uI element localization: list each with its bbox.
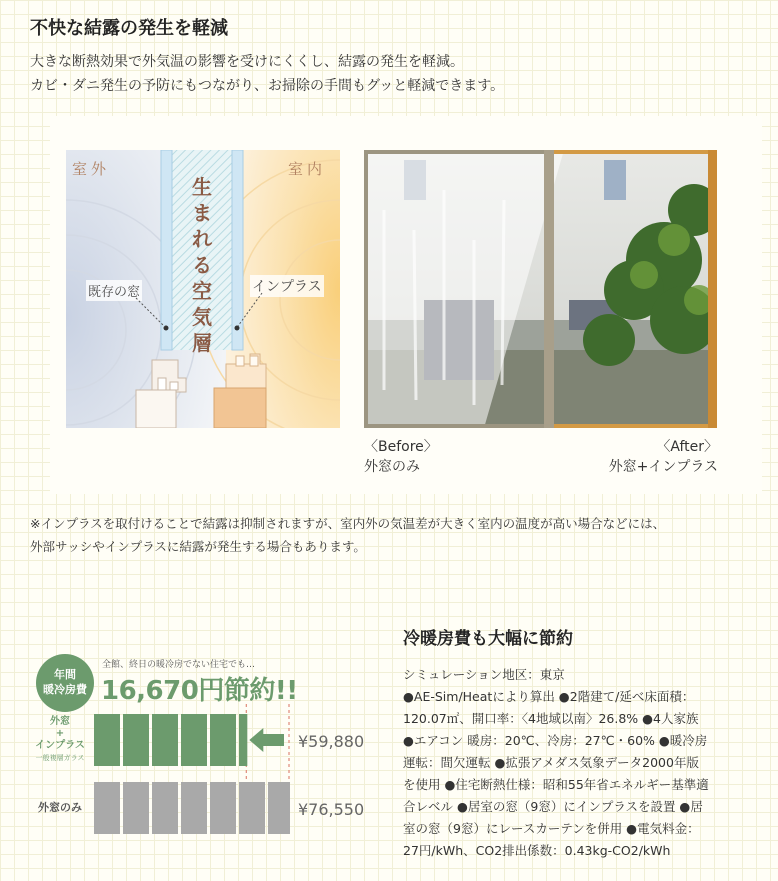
bar-segment — [210, 714, 236, 766]
sim-line: シミュレーション地区：東京 — [403, 667, 565, 682]
bar-label-outer-only: 外窓のみ — [38, 801, 82, 814]
sim-line: 合レベル ●居室の窓（9窓）にインプラスを設置 ●居 — [403, 799, 703, 814]
sim-line: 運転：間欠運転 ●拡張アメダス気象データ2000年版 — [403, 755, 699, 770]
window-cross-section-diagram — [66, 150, 340, 428]
badge-line-1: 年間 — [54, 668, 76, 681]
bar-label-line: インプラス — [35, 740, 85, 751]
bar-segment — [239, 782, 265, 834]
sim-line: ●エアコン 暖房：20℃、冷房：27℃・60% ●暖冷房 — [403, 733, 708, 748]
bar-segment — [123, 714, 149, 766]
bar-segment — [181, 714, 207, 766]
existing-window-callout: 既存の窓 — [86, 280, 142, 301]
condensation-note — [30, 512, 665, 558]
bar-segment — [123, 782, 149, 834]
bar-segment — [94, 782, 120, 834]
bar-segment — [152, 782, 178, 834]
savings-bar-chart — [94, 704, 304, 834]
before-after-photo — [364, 150, 717, 428]
lead-line-2: カビ・ダニ発生の予防にもつながり、お掃除の手間もグッと軽減できます。 — [30, 78, 505, 94]
sim-line: 120.07㎡、開口率：〈4地域以南〉26.8% ●4人家族 — [403, 711, 699, 726]
inplus-callout: インプラス — [250, 275, 324, 297]
before-caption — [364, 437, 438, 477]
section-title-savings: 冷暖房費も大幅に節約 — [403, 629, 573, 649]
price-inplus: ¥59,880 — [298, 732, 365, 751]
air-layer-char: 生 — [192, 175, 212, 199]
bar-label-inplus — [30, 716, 90, 764]
savings-amount: 16,670円節約!! — [101, 676, 298, 706]
after-caption — [590, 437, 718, 477]
before-desc: 外窓のみ — [364, 459, 420, 475]
window-photo-graphic — [364, 150, 717, 428]
lead-text — [30, 50, 504, 98]
price-outer-only: ¥76,550 — [298, 800, 365, 819]
bar-segment — [181, 782, 207, 834]
before-title: 〈Before〉 — [364, 439, 438, 455]
sim-line: 室の窓（9窓）にレースカーテンを併用 ●電気料金： — [403, 821, 700, 836]
bar-segment — [152, 714, 178, 766]
bar-segment — [94, 714, 120, 766]
air-layer-char: ま — [192, 201, 212, 225]
after-desc: 外窓+インプラス — [608, 459, 718, 475]
bar-segment — [210, 782, 236, 834]
bar-label-line: 外窓 — [50, 716, 70, 727]
callout-leaders — [66, 150, 340, 428]
sim-line: ●AE-Sim/Heatにより算出 ●2階建て/延べ床面積： — [403, 689, 695, 704]
savings-caption: 全館、終日の暖冷房でない住宅でも… — [102, 660, 256, 670]
bar-label-line: + — [55, 728, 65, 739]
bar-segment — [239, 714, 247, 766]
air-layer-char: 気 — [192, 305, 212, 329]
sim-line: 27円/kWh、CO2排出係数：0.43kg-CO2/kWh — [403, 843, 671, 858]
left-arrow-icon — [249, 728, 284, 752]
badge-line-2: 暖冷房費 — [43, 683, 87, 696]
simulation-details — [403, 664, 755, 862]
air-layer-char: る — [192, 253, 212, 277]
bar-inplus — [94, 714, 247, 766]
outside-label: 室外 — [72, 160, 111, 178]
air-layer-char: 層 — [192, 331, 212, 355]
bar-segment — [268, 782, 290, 834]
bar-sublabel: 一般複層ガラス — [35, 754, 85, 762]
annual-cost-badge — [36, 654, 94, 712]
sim-line: を使用 ●住宅断熱仕様：昭和55年省エネルギー基準適 — [403, 777, 709, 792]
note-line-1: ※インプラスを取付けることで結露は抑制されますが、室内外の気温差が大きく室内の温度が高い場合などには、 — [30, 516, 666, 531]
bar-outer-only — [94, 782, 290, 834]
air-layer-char: れ — [192, 227, 212, 251]
section-title-condensation: 不快な結露の発生を軽減 — [30, 18, 228, 39]
inside-label: 室内 — [288, 160, 327, 178]
note-line-2: 外部サッシやインプラスに結露が発生する場合もあります。 — [30, 539, 366, 554]
lead-line-1: 大きな断熱効果で外気温の影響を受けにくくし、結露の発生を軽減。 — [30, 54, 464, 70]
after-title: 〈After〉 — [656, 439, 718, 455]
air-layer-char: 空 — [192, 279, 212, 303]
